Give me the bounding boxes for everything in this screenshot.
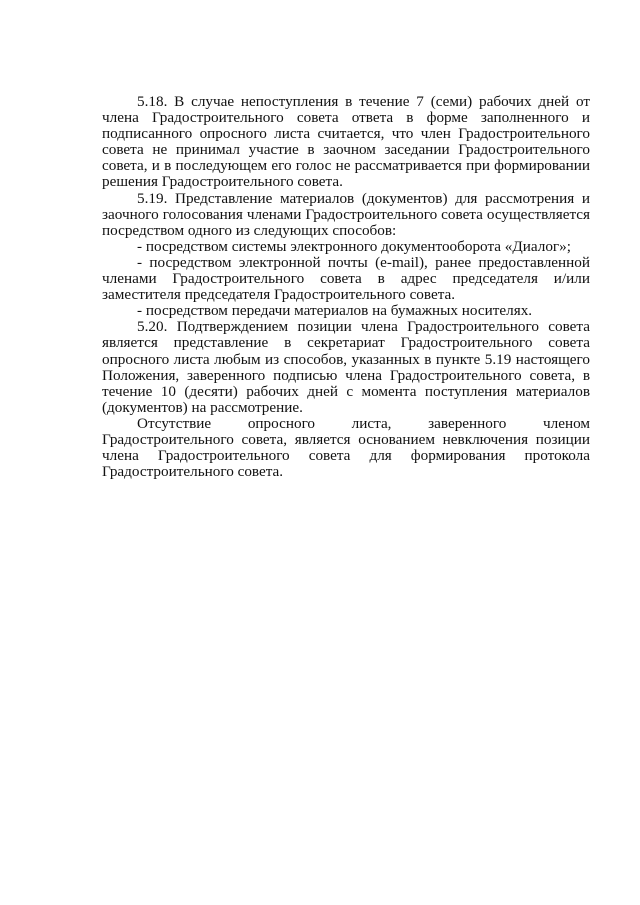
paragraph-5-19: 5.19. Представление материалов (документов) для рассмотрения и заочного голосования членами Градостроительного совета осуществляется посредством одного из следующих способов:: [102, 189, 590, 239]
paragraph-5-20: 5.20. Подтверждением позиции члена Градостроительного совета является представление в секретариат Градостроительного совета опросного листа любым из способов, указанных в пункте 5.19 настоящего Положения, заверенного подписью члена Градостроительного совета, в течение 10 (десяти) рабочих дней с момента поступления материалов (документов) на рассмотрение.: [102, 318, 590, 416]
paragraph-5-18: 5.18. В случае непоступления в течение 7 (семи) рабочих дней от члена Градостроительного совета ответа в форме заполненного и подписанного опросного листа считается, что член Градостроительного совета не принимал участие в заочном заседании Градостроительного совета, и в последующем его голос не рассматривается при формировании решения Градостроительного совета.: [102, 93, 590, 191]
paragraph-absence-of-questionnaire: Отсутствие опросного листа, заверенного членом Градостроительного совета, является основанием невключения позиции члена Градостроительного совета для формирования протокола Градостроительного совета.: [102, 414, 590, 481]
document-page: [102, 94, 590, 480]
list-item-paper: - посредством передачи материалов на бумажных носителях.: [137, 302, 533, 320]
list-item-email: - посредством электронной почты (e-mail), ранее предоставленной членами Градостроительного совета в адрес председателя и/или заместителя председателя Градостроительного совета.: [102, 253, 590, 304]
list-item-dialog-system: - посредством системы электронного документооборота «Диалог»;: [137, 237, 571, 255]
